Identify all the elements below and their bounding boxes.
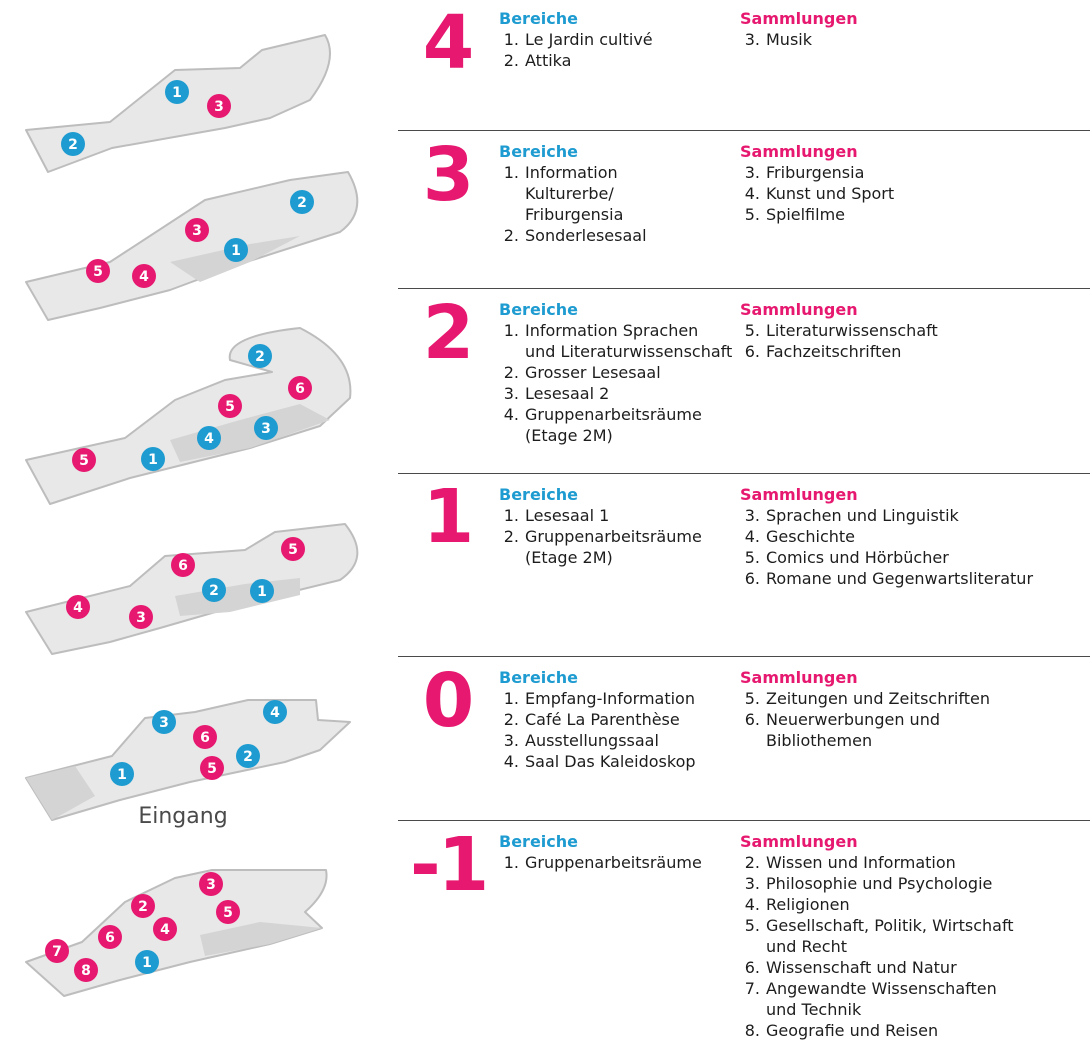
sammlung-marker xyxy=(45,939,69,963)
list-item xyxy=(499,50,735,71)
bereich-marker xyxy=(263,700,287,724)
item-label: Romane und Gegenwartsliteratur xyxy=(766,569,1034,588)
sammlungen-heading: Sammlungen xyxy=(740,485,858,504)
sammlungen-heading: Sammlungen xyxy=(740,300,858,319)
item-number: 1. xyxy=(503,506,519,525)
sammlungen-list xyxy=(740,162,1085,225)
floor-number: -1 xyxy=(410,822,487,908)
sammlungen-list xyxy=(740,688,1085,751)
list-item xyxy=(740,320,1085,341)
list-item xyxy=(499,383,735,404)
item-label: Wissen und Information xyxy=(766,853,956,872)
list-item xyxy=(499,320,735,362)
bereich-marker xyxy=(165,80,189,104)
bereiche-heading: Bereiche xyxy=(499,832,578,851)
bereiche-heading: Bereiche xyxy=(499,668,578,687)
item-number: 3. xyxy=(503,731,519,750)
item-number: 8. xyxy=(744,1021,760,1040)
sammlung-marker xyxy=(200,756,224,780)
sammlung-marker xyxy=(193,725,217,749)
sammlung-marker xyxy=(98,925,122,949)
item-label: Café La Parenthèse xyxy=(525,710,680,729)
sammlungen-column xyxy=(740,484,1085,589)
marker-label: 3 xyxy=(206,877,216,893)
list-item xyxy=(499,29,735,50)
marker-label: 5 xyxy=(225,399,235,415)
marker-label: 1 xyxy=(117,767,127,783)
marker-label: 8 xyxy=(81,963,91,979)
sammlungen-list xyxy=(740,320,1085,362)
marker-label: 4 xyxy=(139,269,149,285)
marker-label: 5 xyxy=(93,264,103,280)
list-item xyxy=(499,709,735,730)
item-label: Ausstellungssaal xyxy=(525,731,659,750)
marker-label: 4 xyxy=(73,600,83,616)
divider xyxy=(398,473,1090,474)
item-number: 1. xyxy=(503,853,519,872)
list-item xyxy=(740,688,1085,709)
sammlung-marker xyxy=(74,958,98,982)
marker-label: 3 xyxy=(261,421,271,437)
item-label: Philosophie und Psychologie xyxy=(766,874,993,893)
floor-number: 4 xyxy=(422,0,472,86)
list-item xyxy=(740,162,1085,183)
sammlungen-column xyxy=(740,299,1085,362)
item-label: Friburgensia xyxy=(766,163,865,182)
list-item xyxy=(740,915,1085,957)
entrance-label: Eingang xyxy=(138,804,228,829)
sammlung-marker xyxy=(281,537,305,561)
item-label: Comics und Hörbücher xyxy=(766,548,949,567)
item-label: Le Jardin cultivé xyxy=(525,30,653,49)
list-item xyxy=(499,225,735,246)
bereiche-list xyxy=(499,162,735,246)
sammlungen-heading: Sammlungen xyxy=(740,832,858,851)
list-item xyxy=(740,183,1085,204)
marker-label: 6 xyxy=(105,930,115,946)
marker-label: 6 xyxy=(200,730,210,746)
bereiche-column xyxy=(499,141,735,246)
sammlung-marker xyxy=(216,900,240,924)
sammlungen-list xyxy=(740,852,1085,1041)
item-label: Wissenschaft und Natur xyxy=(766,958,957,977)
item-number: 2. xyxy=(503,363,519,382)
bereich-marker xyxy=(135,950,159,974)
sammlung-marker xyxy=(218,394,242,418)
marker-label: 5 xyxy=(288,542,298,558)
sammlungen-heading: Sammlungen xyxy=(740,142,858,161)
floor-plan-maps xyxy=(0,0,400,1047)
bereiche-list xyxy=(499,852,735,873)
item-label: Spielfilme xyxy=(766,205,845,224)
marker-label: 2 xyxy=(68,137,78,153)
list-item xyxy=(499,162,735,225)
marker-label: 5 xyxy=(207,761,217,777)
item-number: 1. xyxy=(503,689,519,708)
list-item xyxy=(499,526,735,568)
marker-label: 6 xyxy=(295,381,305,397)
marker-label: 2 xyxy=(138,899,148,915)
marker-label: 1 xyxy=(172,85,182,101)
list-item xyxy=(740,709,1085,751)
floor-number: 2 xyxy=(422,290,472,376)
item-label: Geschichte xyxy=(766,527,856,546)
marker-label: 6 xyxy=(178,558,188,574)
item-number: 5. xyxy=(744,548,760,567)
item-label: Angewandte Wissenschaften und Technik xyxy=(766,979,997,1019)
list-item xyxy=(740,957,1085,978)
list-item xyxy=(740,568,1085,589)
item-label: Neuerwerbungen und Bibliothemen xyxy=(766,710,940,750)
sammlung-marker xyxy=(185,218,209,242)
item-label: Information Kulturerbe/ Friburgensia xyxy=(525,163,624,224)
bereich-marker xyxy=(141,447,165,471)
list-item xyxy=(499,730,735,751)
bereich-marker xyxy=(248,344,272,368)
marker-label: 1 xyxy=(257,584,267,600)
marker-label: 1 xyxy=(231,243,241,259)
bereiche-list xyxy=(499,688,735,772)
marker-label: 2 xyxy=(297,195,307,211)
item-number: 2. xyxy=(744,853,760,872)
item-label: Gruppenarbeitsräume (Etage 2M) xyxy=(525,527,702,567)
item-number: 1. xyxy=(503,30,519,49)
item-number: 6. xyxy=(744,710,760,729)
list-item xyxy=(499,852,735,873)
item-number: 5. xyxy=(744,916,760,935)
item-number: 2. xyxy=(503,51,519,70)
list-item xyxy=(740,505,1085,526)
list-item xyxy=(740,204,1085,225)
list-item xyxy=(740,852,1085,873)
divider xyxy=(398,656,1090,657)
item-number: 5. xyxy=(744,321,760,340)
item-number: 4. xyxy=(744,527,760,546)
bereiche-list xyxy=(499,29,735,71)
sammlungen-heading: Sammlungen xyxy=(740,9,858,28)
sammlungen-list xyxy=(740,505,1085,589)
item-number: 1. xyxy=(503,163,519,182)
item-label: Gesellschaft, Politik, Wirtschaft und Recht xyxy=(766,916,1014,956)
item-label: Gruppenarbeitsräume xyxy=(525,853,702,872)
item-label: Fachzeitschriften xyxy=(766,342,902,361)
sammlung-marker xyxy=(288,376,312,400)
bereich-marker xyxy=(110,762,134,786)
list-item xyxy=(740,894,1085,915)
sammlung-marker xyxy=(199,872,223,896)
list-item xyxy=(740,547,1085,568)
bereiche-heading: Bereiche xyxy=(499,485,578,504)
bereiche-heading: Bereiche xyxy=(499,300,578,319)
bereiche-column xyxy=(499,8,735,71)
item-number: 4. xyxy=(744,184,760,203)
bereich-marker xyxy=(254,416,278,440)
bereiche-heading: Bereiche xyxy=(499,142,578,161)
divider xyxy=(398,130,1090,131)
item-label: Literaturwissenschaft xyxy=(766,321,938,340)
item-label: Empfang-Information xyxy=(525,689,695,708)
item-label: Attika xyxy=(525,51,572,70)
list-item xyxy=(740,1020,1085,1041)
sammlung-marker xyxy=(207,94,231,118)
list-item xyxy=(740,873,1085,894)
marker-label: 3 xyxy=(136,610,146,626)
item-number: 7. xyxy=(744,979,760,998)
floor-number: 1 xyxy=(422,474,472,560)
sammlungen-list xyxy=(740,29,1085,50)
item-number: 5. xyxy=(744,689,760,708)
item-number: 2. xyxy=(503,226,519,245)
item-label: Musik xyxy=(766,30,812,49)
bereich-marker xyxy=(197,426,221,450)
item-number: 6. xyxy=(744,569,760,588)
bereich-marker xyxy=(224,238,248,262)
bereiche-list xyxy=(499,505,735,568)
marker-label: 5 xyxy=(223,905,233,921)
sammlung-marker xyxy=(86,259,110,283)
item-label: Information Sprachen und Literaturwissenschaft xyxy=(525,321,733,361)
item-number: 4. xyxy=(744,895,760,914)
item-number: 4. xyxy=(503,405,519,424)
bereich-marker xyxy=(61,132,85,156)
marker-label: 1 xyxy=(142,955,152,971)
marker-label: 4 xyxy=(160,922,170,938)
sammlungen-column xyxy=(740,667,1085,751)
sammlung-marker xyxy=(153,917,177,941)
bereich-marker xyxy=(290,190,314,214)
marker-label: 1 xyxy=(148,452,158,468)
floor-1-plan xyxy=(26,524,357,654)
item-number: 3. xyxy=(744,163,760,182)
divider xyxy=(398,820,1090,821)
item-label: Lesesaal 2 xyxy=(525,384,610,403)
item-label: Lesesaal 1 xyxy=(525,506,610,525)
bereich-marker xyxy=(152,710,176,734)
item-number: 5. xyxy=(744,205,760,224)
item-label: Saal Das Kaleidoskop xyxy=(525,752,696,771)
sammlungen-heading: Sammlungen xyxy=(740,668,858,687)
bereiche-column xyxy=(499,299,735,446)
list-item xyxy=(499,362,735,383)
bereich-marker xyxy=(236,744,260,768)
sammlung-marker xyxy=(171,553,195,577)
item-number: 1. xyxy=(503,321,519,340)
item-number: 3. xyxy=(744,874,760,893)
bereiche-list xyxy=(499,320,735,446)
marker-label: 3 xyxy=(214,99,224,115)
list-item xyxy=(499,505,735,526)
marker-label: 2 xyxy=(209,583,219,599)
marker-label: 4 xyxy=(270,705,280,721)
marker-label: 2 xyxy=(243,749,253,765)
sammlungen-column xyxy=(740,8,1085,50)
item-label: Geografie und Reisen xyxy=(766,1021,939,1040)
bereiche-column xyxy=(499,667,735,772)
item-number: 3. xyxy=(744,30,760,49)
item-label: Kunst und Sport xyxy=(766,184,895,203)
item-number: 6. xyxy=(744,342,760,361)
item-label: Sprachen und Linguistik xyxy=(766,506,959,525)
item-label: Religionen xyxy=(766,895,850,914)
item-number: 3. xyxy=(744,506,760,525)
divider xyxy=(398,288,1090,289)
list-item xyxy=(740,29,1085,50)
sammlung-marker xyxy=(129,605,153,629)
list-item xyxy=(740,526,1085,547)
floor-number: 0 xyxy=(422,658,472,744)
item-number: 2. xyxy=(503,710,519,729)
bereich-marker xyxy=(202,578,226,602)
item-label: Gruppenarbeitsräume (Etage 2M) xyxy=(525,405,702,445)
item-label: Grosser Lesesaal xyxy=(525,363,661,382)
sammlung-marker xyxy=(66,595,90,619)
item-label: Zeitungen und Zeitschriften xyxy=(766,689,990,708)
sammlung-marker xyxy=(131,894,155,918)
sammlung-marker xyxy=(72,448,96,472)
item-label: Sonderlesesaal xyxy=(525,226,647,245)
list-item xyxy=(499,688,735,709)
list-item xyxy=(499,404,735,446)
list-item xyxy=(740,978,1085,1020)
list-item xyxy=(740,341,1085,362)
bereiche-heading: Bereiche xyxy=(499,9,578,28)
bereiche-column xyxy=(499,831,735,873)
item-number: 6. xyxy=(744,958,760,977)
marker-label: 3 xyxy=(159,715,169,731)
sammlungen-column xyxy=(740,831,1085,1041)
list-item xyxy=(499,751,735,772)
item-number: 4. xyxy=(503,752,519,771)
marker-label: 4 xyxy=(204,431,214,447)
marker-label: 5 xyxy=(79,453,89,469)
bereich-marker xyxy=(250,579,274,603)
marker-label: 2 xyxy=(255,349,265,365)
sammlung-marker xyxy=(132,264,156,288)
sammlungen-column xyxy=(740,141,1085,225)
marker-label: 7 xyxy=(52,944,62,960)
bereiche-column xyxy=(499,484,735,568)
marker-label: 3 xyxy=(192,223,202,239)
floor-number: 3 xyxy=(422,132,472,218)
item-number: 2. xyxy=(503,527,519,546)
item-number: 3. xyxy=(503,384,519,403)
